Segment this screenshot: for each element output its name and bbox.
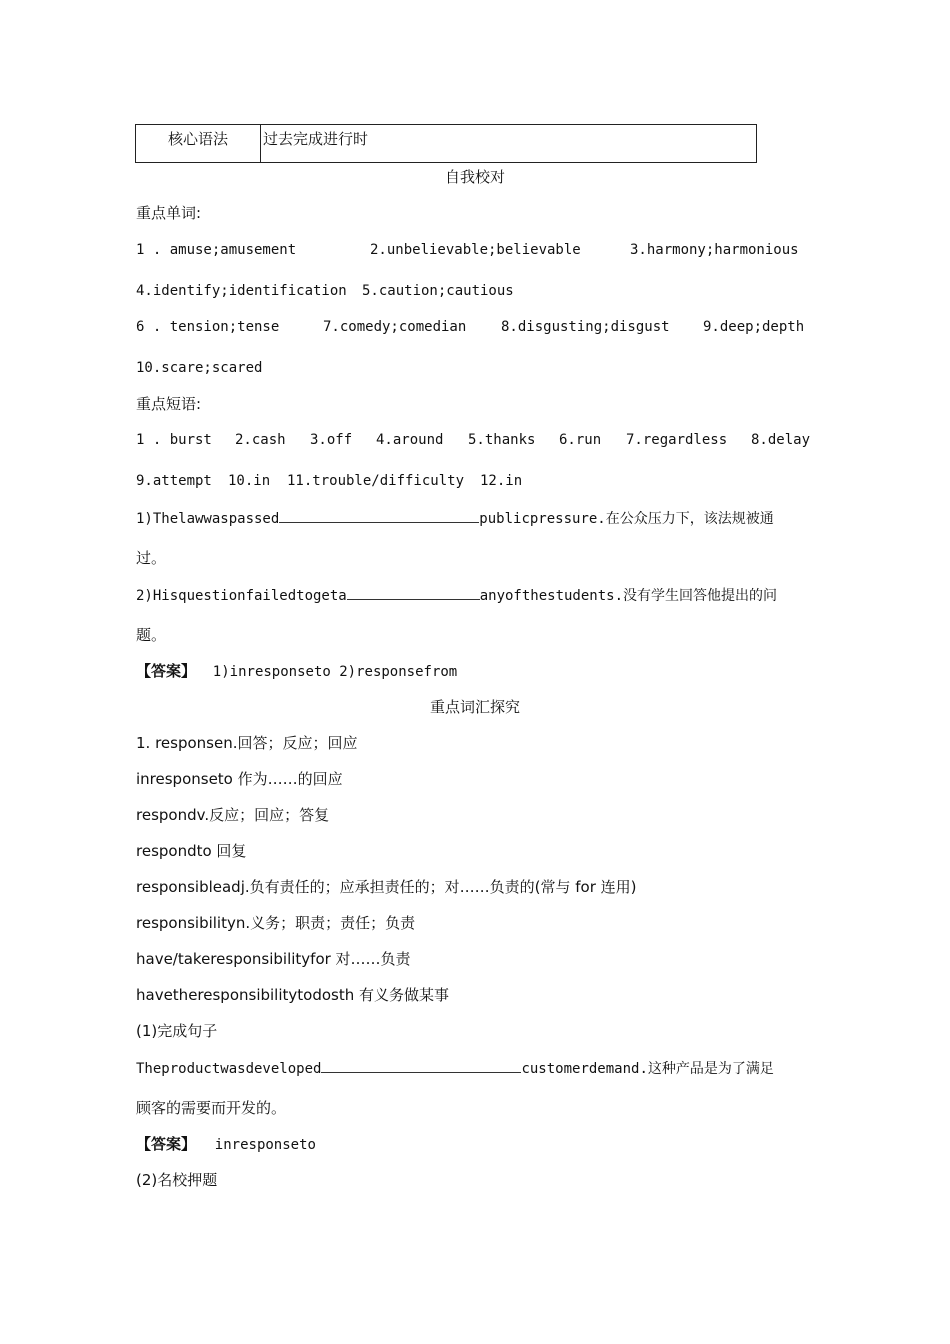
answer-blank	[279, 507, 479, 523]
phrase-item: 6.run	[559, 432, 602, 448]
vocab-line: respondto 回复	[136, 842, 247, 860]
word-item: 3.harmony;harmonious	[630, 242, 799, 258]
answer-blank	[321, 1057, 521, 1073]
answer-blank	[347, 584, 480, 600]
subsection-school-question: (2)名校押题	[136, 1171, 218, 1189]
exercise-1-cont: 过。	[136, 549, 167, 567]
word-item: 5.caution;cautious	[362, 283, 514, 299]
word-item: 6 . tension;tense	[136, 319, 280, 335]
subsection-complete-sentence: (1)完成句子	[136, 1022, 218, 1040]
exercise-2-start: 2)Hisquestionfailedtogeta	[136, 588, 347, 604]
exercise-1-start: 1)Thelawwaspassed	[136, 511, 280, 527]
exercise-3-end: customerdemand.这种产品是为了满足	[521, 1061, 774, 1077]
key-words-heading: 重点单词:	[136, 204, 202, 222]
exercise-3-start: Theproductwasdeveloped	[136, 1061, 322, 1077]
answer-label: 【答案】	[136, 662, 197, 680]
phrase-item: 10.in	[228, 473, 271, 489]
answer-text: 1)inresponseto 2)responsefrom	[212, 664, 458, 680]
phrase-item: 9.attempt	[136, 473, 212, 489]
vocab-line: responsibleadj.负有责任的；应承担责任的；对……负责的(常与 for 连用)	[136, 878, 637, 896]
header-value: 过去完成进行时	[261, 125, 757, 163]
section-title-self-check: 自我校对	[444, 168, 505, 186]
vocab-line: havetheresponsibilitytodosth 有义务做某事	[136, 986, 450, 1004]
answer-label: 【答案】	[136, 1135, 197, 1153]
vocab-line: responsibilityn.义务；职责；责任；负责	[136, 914, 416, 932]
word-item: 10.scare;scared	[136, 360, 263, 376]
answer-1	[136, 661, 457, 682]
phrase-item: 5.thanks	[468, 432, 536, 448]
exercise-1	[136, 507, 774, 529]
phrases-heading: 重点短语:	[136, 395, 202, 413]
word-item: 8.disgusting;disgust	[501, 319, 670, 335]
exercise-2-end: anyofthestudents.没有学生回答他提出的问	[479, 588, 778, 604]
word-item: 9.deep;depth	[703, 319, 805, 335]
vocab-line: have/takeresponsibilityfor 对……负责	[136, 950, 411, 968]
phrase-item: 8.delay	[751, 432, 811, 448]
phrase-item: 12.in	[480, 473, 523, 489]
word-item: 4.identify;identification	[136, 283, 347, 299]
exercise-1-end: publicpressure.在公众压力下，该法规被通	[479, 511, 774, 527]
vocab-line: inresponseto 作为……的回应	[136, 770, 343, 788]
phrase-item: 2.cash	[235, 432, 286, 448]
word-item: 2.unbelievable;believable	[370, 242, 581, 258]
vocab-line: 1. responsen.回答；反应；回应	[136, 734, 358, 752]
section-title-vocab: 重点词汇探究	[429, 698, 520, 716]
answer-2	[136, 1134, 316, 1155]
exercise-2	[136, 584, 777, 606]
phrase-item: 11.trouble/difficulty	[287, 473, 465, 489]
phrase-item: 4.around	[376, 432, 444, 448]
word-item: 1 . amuse;amusement	[136, 242, 297, 258]
header-table	[135, 124, 757, 163]
exercise-3-cont: 顾客的需要而开发的。	[136, 1099, 287, 1117]
word-item: 7.comedy;comedian	[323, 319, 467, 335]
phrase-item: 3.off	[310, 432, 353, 448]
exercise-2-cont: 题。	[136, 626, 167, 644]
answer-text: inresponseto	[214, 1137, 316, 1153]
phrase-item: 7.regardless	[626, 432, 728, 448]
phrase-item: 1 . burst	[136, 432, 212, 448]
header-label: 核心语法	[136, 125, 261, 163]
vocab-line: respondv.反应；回应；答复	[136, 806, 330, 824]
exercise-3	[136, 1057, 774, 1079]
